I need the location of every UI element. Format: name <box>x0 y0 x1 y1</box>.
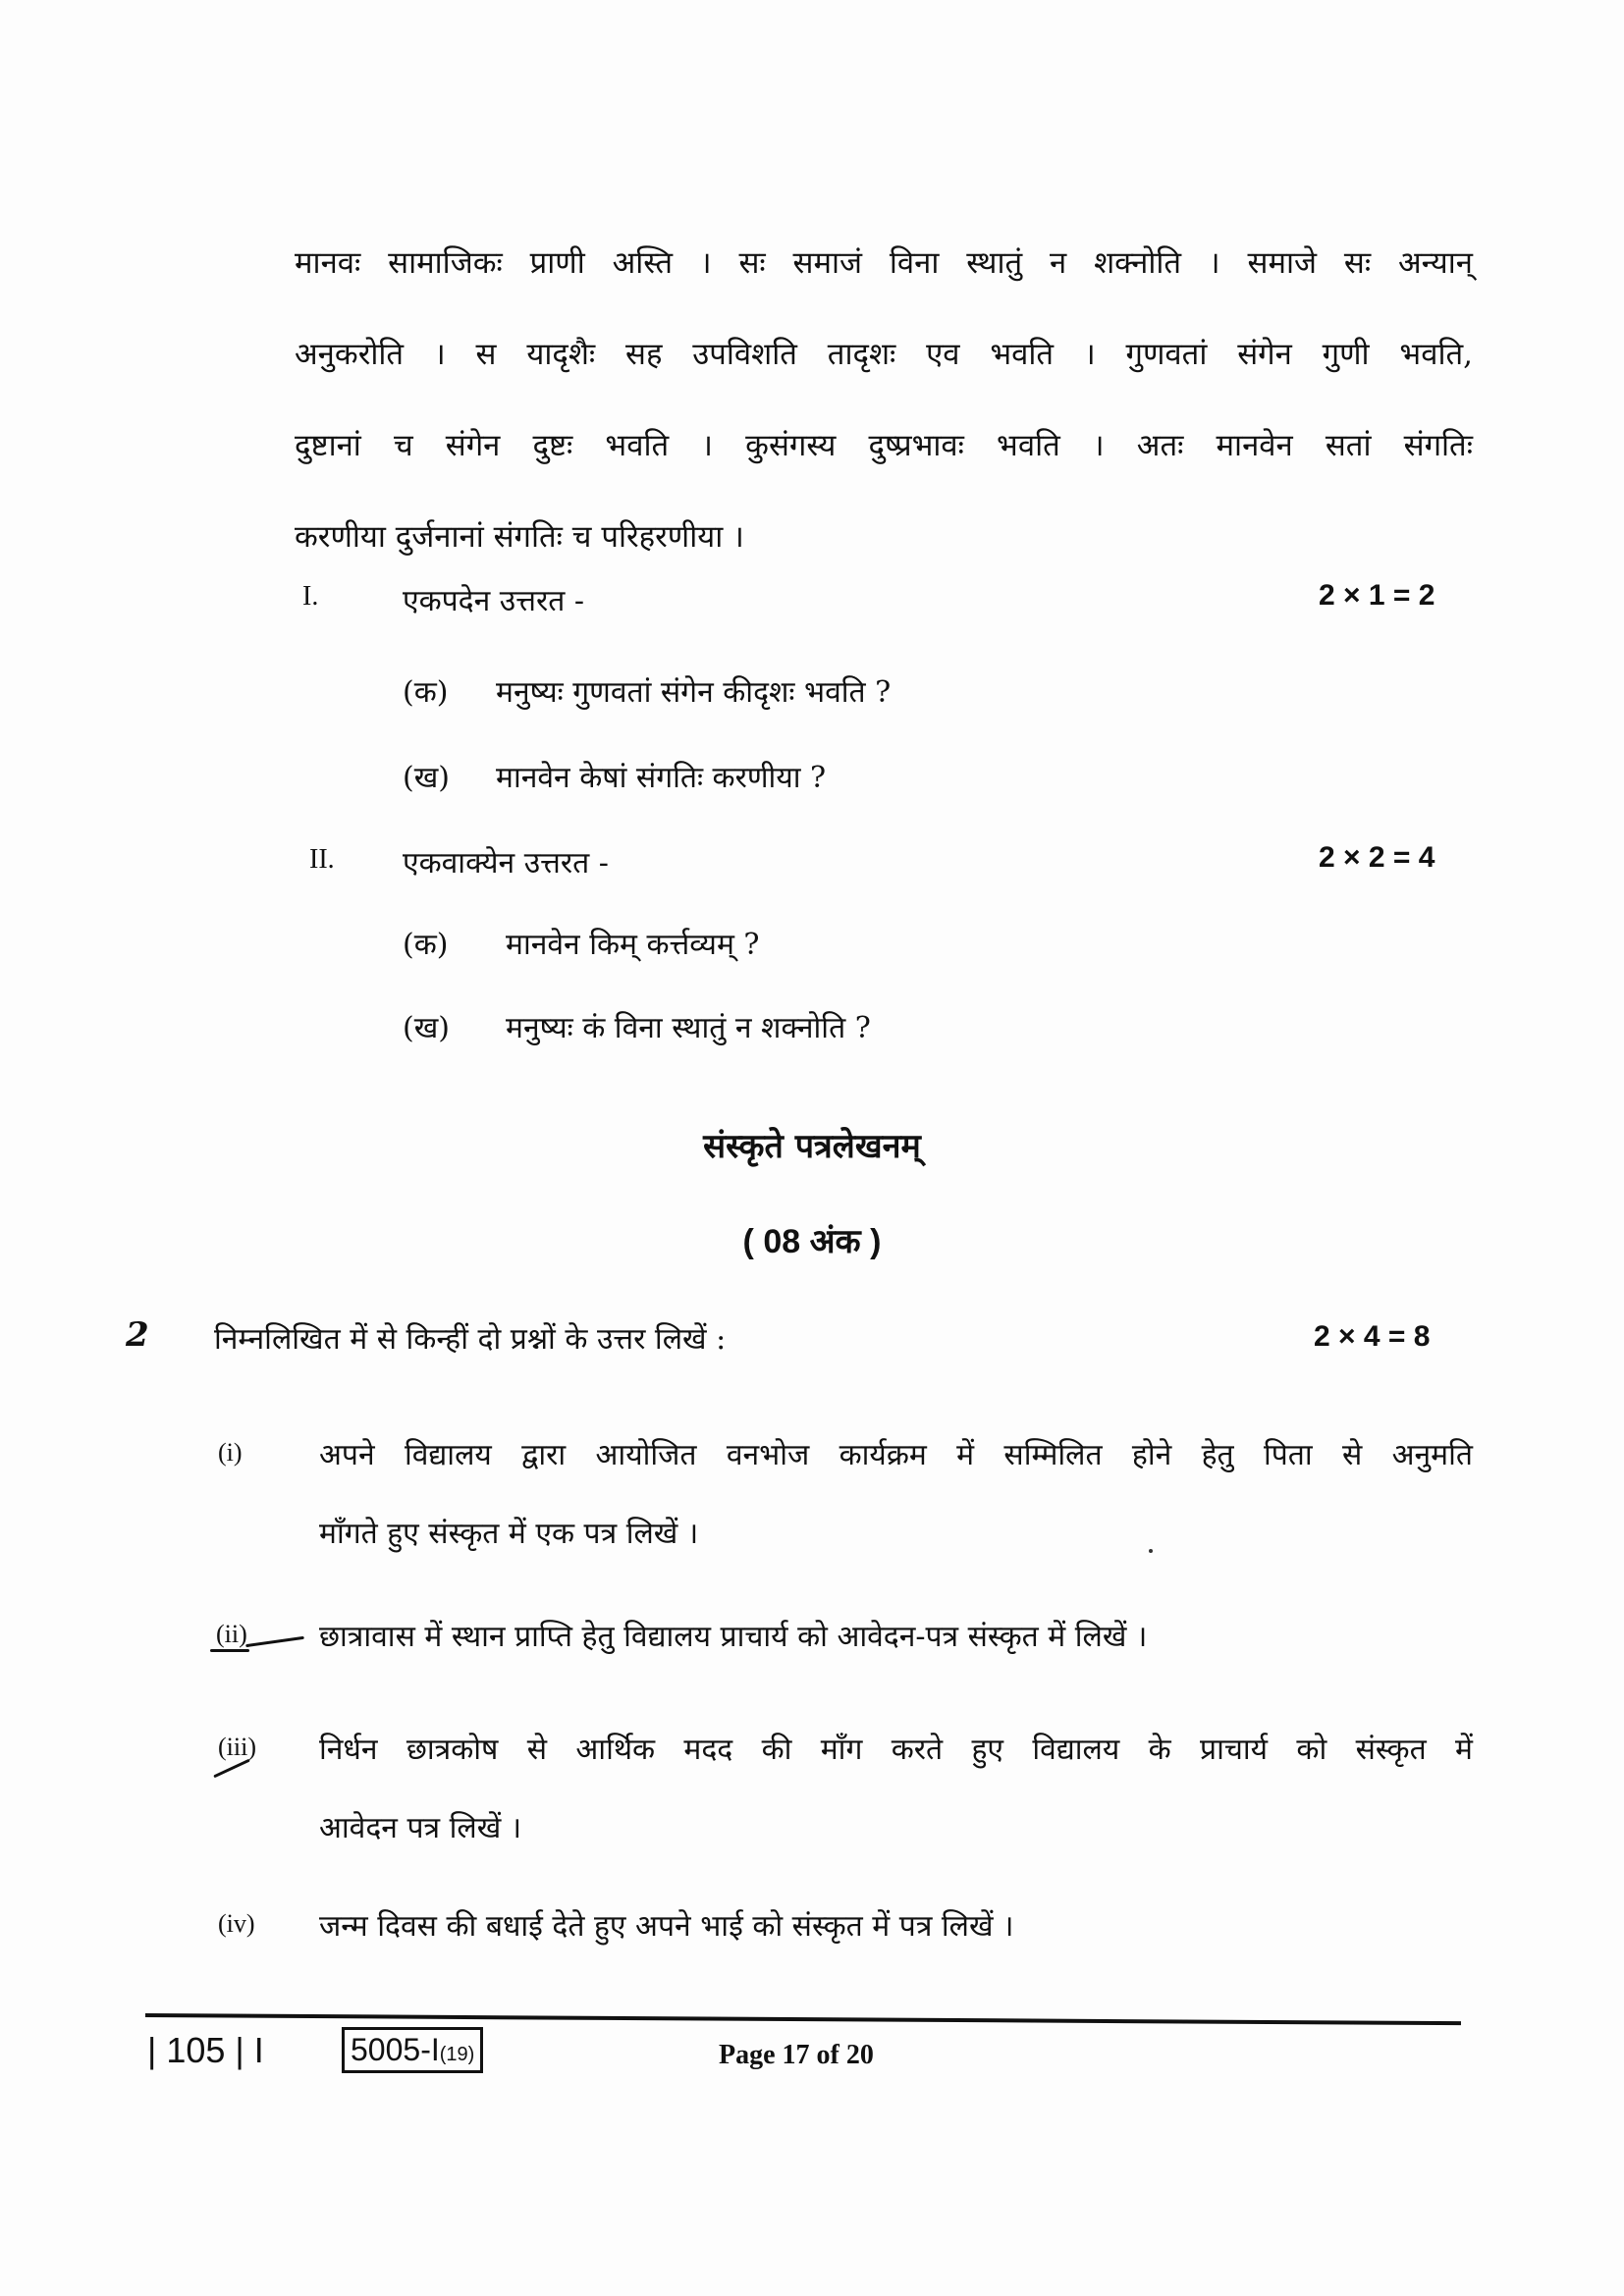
section-1-marks: 2 × 1 = 2 <box>1319 579 1435 612</box>
question-text: मनुष्यः गुणवतां संगेन कीदृशः भवति ? <box>496 675 892 710</box>
passage-line: दुष्टानां च संगेन दुष्टः भवति । कुसंगस्य दुष्प्रभावः भवति । अतः मानवेन सतां संगतिः <box>295 428 1473 463</box>
footer-set-code-sub: (19) <box>439 2044 475 2065</box>
question-label: (क) <box>403 675 449 710</box>
option-text-continued: माँगते हुए संस्कृत में एक पत्र लिखें । <box>319 1517 699 1551</box>
question-text: मनुष्यः कं विना स्थातुं न शक्नोति ? <box>506 1011 871 1045</box>
section-2-instruction: एकवाक्येन उत्तरत - <box>403 846 609 881</box>
question-number: 2 <box>126 1315 149 1355</box>
passage-line: मानवः सामाजिकः प्राणी अस्ति । सः समाजं विना स्थातुं न शक्नोति । समाजे सः अन्यान् <box>295 245 1473 281</box>
option-text: जन्म दिवस की बधाई देते हुए अपने भाई को संस्कृत में पत्र लिखें । <box>319 1909 1014 1944</box>
option-label: (ii) <box>216 1620 247 1648</box>
question-text: मानवेन किम् कर्त्तव्यम् ? <box>506 928 760 962</box>
passage <box>295 218 1473 583</box>
option-text: छात्रावास में स्थान प्राप्ति हेतु विद्यालय प्राचार्य को आवेदन-पत्र संस्कृत में लिखें । <box>319 1620 1148 1654</box>
section-1-instruction: एकपदेन उत्तरत - <box>403 584 584 618</box>
handwritten-stroke <box>245 1636 304 1647</box>
stray-dot <box>1149 1549 1153 1553</box>
section-title: संस्कृते पत्रलेखनम् <box>703 1127 921 1166</box>
option-text: निर्धन छात्रकोष से आर्थिक मदद की माँग करते हुए विद्यालय के प्राचार्य को संस्कृत में <box>319 1733 1473 1767</box>
page-number: Page 17 of 20 <box>719 2040 874 2070</box>
option-label: (iv) <box>218 1909 255 1938</box>
option-text: अपने विद्यालय द्वारा आयोजित वनभोज कार्यक्रम में सम्मिलित होने हेतु पिता से अनुमति <box>319 1438 1473 1472</box>
passage-line: करणीया दुर्जनानां संगतिः च परिहरणीया । <box>295 519 744 555</box>
footer-divider <box>145 2013 1461 2025</box>
question-instruction: निम्नलिखित में से किन्हीं दो प्रश्नों के उत्तर लिखें : <box>214 1322 727 1357</box>
section-2-number: II. <box>309 844 335 875</box>
option-label: (i) <box>218 1438 243 1467</box>
question-label: (ख) <box>403 1011 450 1045</box>
footer-set-code <box>342 2027 483 2073</box>
footer-paper-code: | 105 | I <box>147 2030 264 2070</box>
section-1-number: I. <box>302 581 319 612</box>
passage-line: अनुकरोति । स यादृशैः सह उपविशति तादृशः एव भवति । गुणवतां संगेन गुणी भवति, <box>295 337 1473 372</box>
marks-heading: ( 08 अंक ) <box>742 1223 882 1260</box>
handwritten-underline <box>210 1649 249 1652</box>
question-label: (क) <box>403 928 449 962</box>
option-label: (iii) <box>218 1733 256 1761</box>
footer-set-code-main: 5005-I <box>351 2032 440 2067</box>
section-2-marks: 2 × 2 = 4 <box>1319 841 1435 874</box>
question-text: मानवेन केषां संगतिः करणीया ? <box>496 761 827 795</box>
option-text-continued: आवेदन पत्र लिखें । <box>319 1811 522 1845</box>
question-marks: 2 × 4 = 8 <box>1314 1320 1431 1353</box>
question-label: (ख) <box>403 761 450 795</box>
